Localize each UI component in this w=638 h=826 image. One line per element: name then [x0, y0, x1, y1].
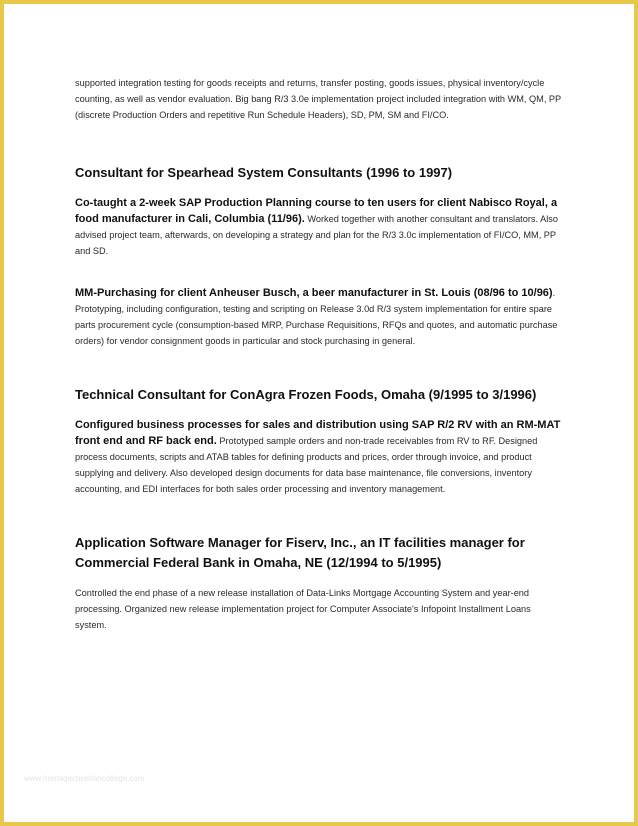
- paragraph-conagra: [75, 417, 561, 497]
- watermark-text: www.heritagechristiancollege.com: [24, 774, 145, 783]
- paragraph-lead: Configured business processes for sales and distribution using SAP R/2 RV with an RM-MAT front end and RF back end.: [75, 419, 561, 447]
- section-heading-fiserv: Application Software Manager for Fiserv, Inc., an IT facilities manager for Commercial Federal Bank in Omaha, NE (12/1994 to 5/1995): [75, 535, 525, 570]
- document-page: [4, 4, 634, 822]
- document-content: [75, 75, 561, 633]
- paragraph-lead: Co-taught a 2-week SAP Production Planning course to ten users for client Nabisco Royal, a food manufacturer in Cali, Columbia (11/96).: [75, 197, 558, 225]
- intro-paragraph: supported integration testing for goods receipts and returns, transfer posting, goods issues, physical inventory/cycle counting, as well as vendor evaluation. Big bang R/3 3.0e implementation project included integration with WM, QM, PP (discrete Production Orders and repetitive Run Schedule Headers), SD, PM, SM and FI/CO.: [75, 78, 562, 120]
- section-heading-conagra: Technical Consultant for ConAgra Frozen Foods, Omaha (9/1995 to 3/1996): [75, 387, 537, 402]
- section-heading-spearhead: Consultant for Spearhead System Consultants (1996 to 1997): [75, 165, 453, 180]
- paragraph-nabisco: [75, 195, 561, 259]
- paragraph-lead: MM-Purchasing for client Anheuser Busch, a beer manufacturer in St. Louis (08/96 to 10/96): [75, 287, 553, 299]
- paragraph-fiserv: [75, 585, 561, 633]
- paragraph-text: . Prototyping, including configuration, testing and scripting on Release 3.0d R/3 system implementation for entire spare parts procurement cycle (consumption-based MRP, Purchase Requisitions, RFQs and quotes, and automatic purchase orders) for vendor consignment goods in particular and stock purchasing in general.: [75, 288, 558, 346]
- paragraph-text: Worked together with another consultant and translators. Also advised project team, afterwards, on developing a strategy and plan for the R/3 3.0c implementation of FI/CO, MM, PP and SD.: [75, 214, 558, 256]
- paragraph-text: Controlled the end phase of a new release installation of Data-Links Mortgage Accounting System and year-end processing. Organized new release implementation project for Computer Associate's Infopoint Installment Loans system.: [75, 588, 531, 630]
- paragraph-text: Prototyped sample orders and non-trade receivables from RV to RF. Designed process documents, scripts and ATAB tables for defining products and prices, order through invoice, and product supplying and delivery. Also developed design documents for data base maintenance, file conversions, inventory accounting, and EDI interfaces for both sales order processing and inventory management.: [75, 436, 538, 494]
- paragraph-anheuser-busch: [75, 285, 561, 349]
